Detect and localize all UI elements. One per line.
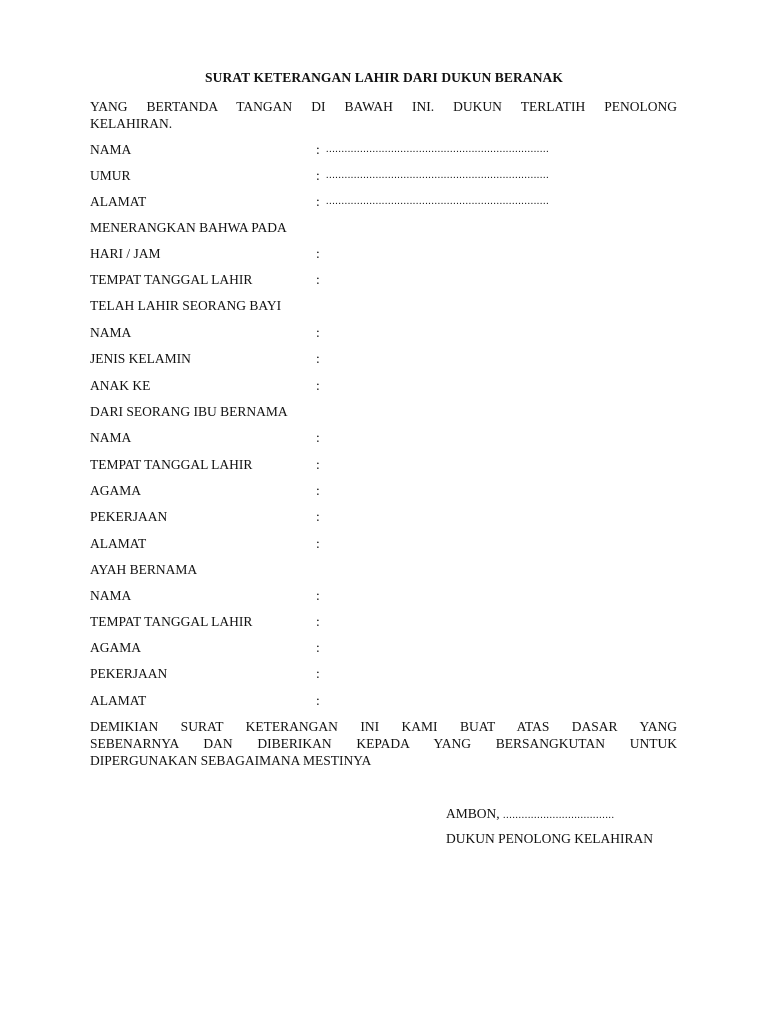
colon: : [316,666,320,681]
ibu-ttl-label: TEMPAT TANGGAL LAHIR [90,457,253,472]
place-label: AMBON, [446,806,500,821]
bayi-nama-row [90,324,690,342]
ibu-nama-label: NAMA [90,430,132,445]
colon: : [316,430,320,445]
closing-paragraph [90,718,677,769]
closing-line-2: SEBENARNYA DAN DIBERIKAN KEPADA YANG BERSANGKUTAN UNTUK [90,736,677,751]
colon: : [316,194,320,209]
colon: : [316,509,320,524]
colon: : [316,614,320,629]
bayi-heading: TELAH LAHIR SEORANG BAYI [90,298,282,313]
bayi-jenis-kelamin-row [90,350,690,368]
ayah-nama-row [90,587,690,605]
intro-line-2: KELAHIRAN. [90,116,173,131]
document-title: SURAT KETERANGAN LAHIR DARI DUKUN BERANAK [204,70,563,85]
dukun-umur-fill-line: ........................................................................ [326,170,550,181]
colon: : [316,168,320,183]
colon: : [316,272,320,287]
ayah-agama-row [90,639,690,657]
menerangkan-heading: MENERANGKAN BAHWA PADA [90,220,287,235]
ayah-pekerjaan-label: PEKERJAAN [90,666,168,681]
colon: : [316,246,320,261]
bayi-jenis-kelamin-label: JENIS KELAMIN [90,351,191,366]
colon: : [316,351,320,366]
hari-jam-label: HARI / JAM [90,246,161,261]
colon: : [316,693,320,708]
ibu-heading: DARI SEORANG IBU BERNAMA [90,404,288,419]
dukun-alamat-row [90,193,690,211]
colon: : [316,142,320,157]
ayah-alamat-row [90,692,690,710]
ibu-pekerjaan-row [90,508,690,526]
closing-line-3: DIPERGUNAKAN SEBAGAIMANA MESTINYA [90,753,372,768]
ayah-alamat-label: ALAMAT [90,693,147,708]
tempat-tanggal-lahir-row [90,271,690,289]
dukun-umur-label: UMUR [90,168,131,183]
intro-line-1: YANG BERTANDA TANGAN DI BAWAH INI. DUKUN TERLATIH PENOLONG [90,99,677,114]
dukun-alamat-label: ALAMAT [90,194,147,209]
dukun-nama-fill-line: ........................................................................ [326,144,550,155]
bayi-anak-ke-label: ANAK KE [90,378,151,393]
ibu-agama-row [90,482,690,500]
colon: : [316,536,320,551]
ibu-ttl-row [90,456,690,474]
place-date-line [446,805,615,825]
ayah-nama-label: NAMA [90,588,132,603]
bayi-anak-ke-row [90,377,690,395]
dukun-umur-row [90,167,690,185]
dukun-nama-label: NAMA [90,142,132,157]
ayah-heading: AYAH BERNAMA [90,562,198,577]
colon: : [316,588,320,603]
date-fill-line: .................................... [503,810,615,821]
ibu-agama-label: AGAMA [90,483,142,498]
bayi-nama-label: NAMA [90,325,132,340]
tempat-tanggal-lahir-label: TEMPAT TANGGAL LAHIR [90,272,253,287]
dukun-nama-row [90,141,690,159]
colon: : [316,457,320,472]
colon: : [316,378,320,393]
ayah-ttl-label: TEMPAT TANGGAL LAHIR [90,614,253,629]
signer-title: DUKUN PENOLONG KELAHIRAN [446,831,653,846]
ayah-pekerjaan-row [90,665,690,683]
ibu-nama-row [90,429,690,447]
closing-line-1: DEMIKIAN SURAT KETERANGAN INI KAMI BUAT ATAS DASAR YANG [90,719,677,734]
ibu-pekerjaan-label: PEKERJAAN [90,509,168,524]
colon: : [316,325,320,340]
dukun-alamat-fill-line: ........................................................................ [326,196,550,207]
ibu-alamat-row [90,535,690,553]
intro-paragraph [90,98,677,132]
hari-jam-row [90,245,690,263]
colon: : [316,483,320,498]
ibu-alamat-label: ALAMAT [90,536,147,551]
colon: : [316,640,320,655]
ayah-ttl-row [90,613,690,631]
ayah-agama-label: AGAMA [90,640,142,655]
